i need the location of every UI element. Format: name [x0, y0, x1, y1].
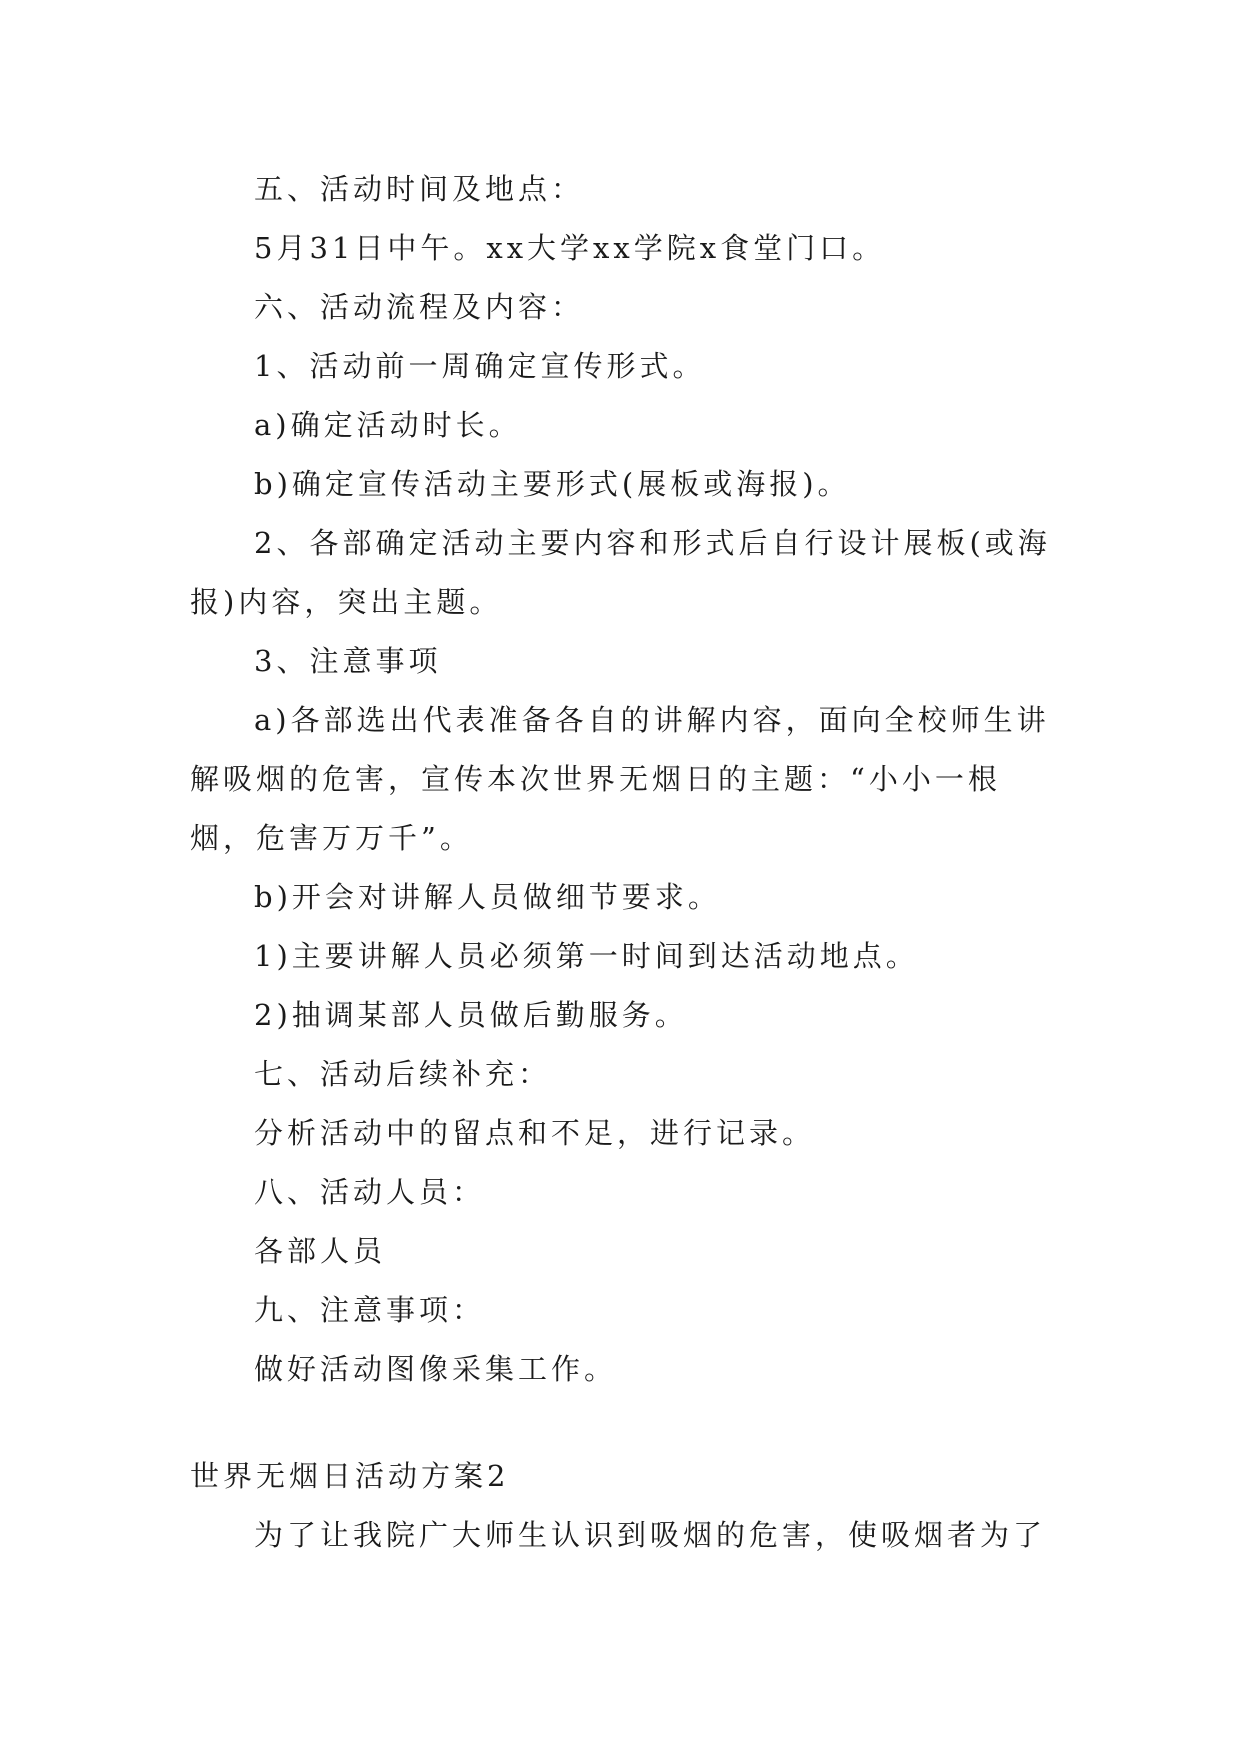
heading-process: 六、活动流程及内容：: [254, 290, 585, 324]
process-item-3b: b)开会对讲解人员做细节要求。: [254, 880, 721, 914]
followup-text: 分析活动中的留点和不足，进行记录。: [254, 1116, 816, 1150]
heading-notes: 九、注意事项：: [254, 1293, 486, 1327]
notes-text: 做好活动图像采集工作。: [254, 1352, 618, 1386]
section-title: 世界无烟日活动方案2: [190, 1459, 510, 1493]
document-body: [190, 160, 1060, 1565]
heading-personnel: 八、活动人员：: [254, 1175, 486, 1209]
process-item-3: 3、注意事项: [254, 644, 442, 678]
process-item-3b-1: 1)主要讲解人员必须第一时间到达活动地点。: [254, 939, 919, 973]
process-item-3a: a)各部选出代表准备各自的讲解内容，面向全校师生讲解吸烟的危害，宣传本次世界无烟日的主题：“小小一根烟，危害万万千”。: [190, 703, 1050, 855]
time-location-text: 5月31日中午。xx大学xx学院x食堂门口。: [254, 231, 886, 265]
section-spacer: [190, 1399, 1060, 1447]
personnel-text: 各部人员: [254, 1234, 387, 1268]
process-item-1a: a)确定活动时长。: [254, 408, 522, 442]
heading-followup: 七、活动后续补充：: [254, 1057, 552, 1091]
process-item-2: 2、各部确定活动主要内容和形式后自行设计展板(或海报)内容，突出主题。: [190, 526, 1051, 619]
process-item-1: 1、活动前一周确定宣传形式。: [254, 349, 706, 383]
section-intro: 为了让我院广大师生认识到吸烟的危害，使吸烟者为了: [254, 1518, 1047, 1552]
process-item-1b: b)确定宣传活动主要形式(展板或海报)。: [254, 467, 851, 501]
heading-time-location: 五、活动时间及地点：: [254, 172, 585, 206]
process-item-3b-2: 2)抽调某部人员做后勤服务。: [254, 998, 688, 1032]
